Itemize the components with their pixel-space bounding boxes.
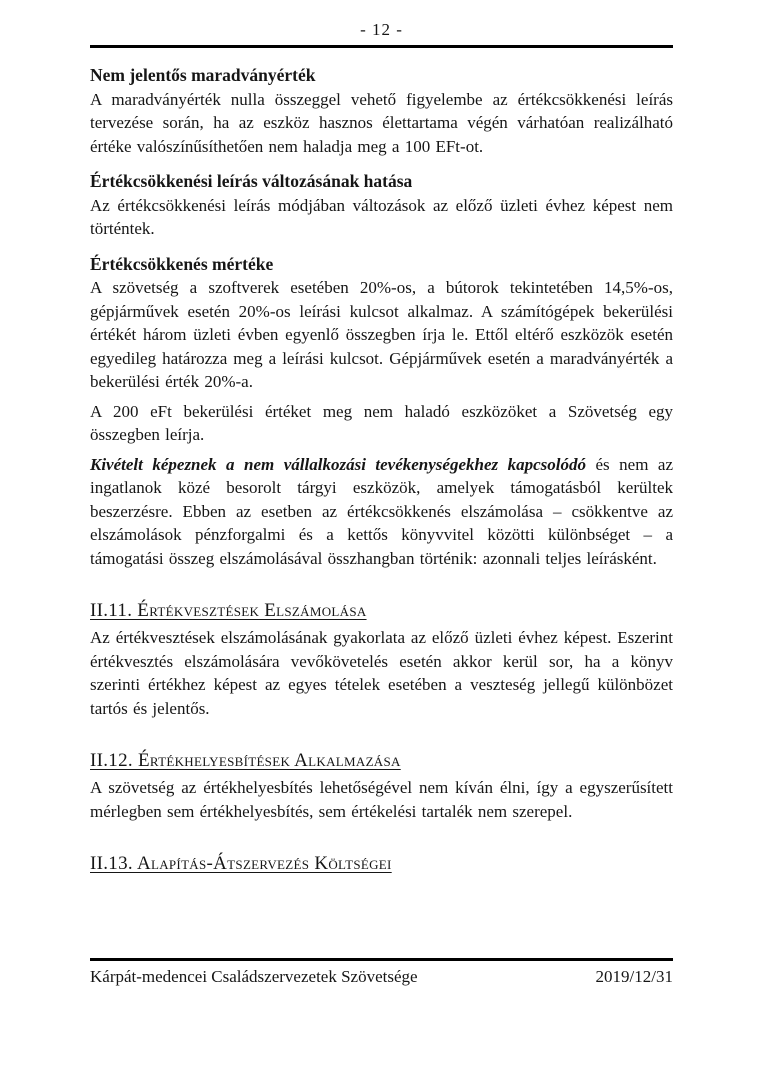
heading-depreciation-rate: Értékcsökkenés mértéke — [90, 253, 274, 274]
paragraph-exception — [90, 453, 673, 571]
page-number: - 12 - — [360, 20, 403, 39]
paragraph-exception-rest: és nem az ingatlanok közé besorolt tárgyi eszközök, amelyek támogatásból kerültek beszerzésre. Ebben az esetben az értékcsökkenés elszámolása – csökkentve az elszámolások pénzforgalmi és a kettős könyvvitel közötti különbséget – a támogatási összeg elszámolásával összhangban történik: azonnali teljes leírásként. — [90, 454, 673, 568]
section-heading-ii11: II.11. Értékvesztések Elszámolása — [90, 600, 367, 621]
page-footer — [90, 958, 673, 988]
header-rule — [90, 45, 673, 48]
section-heading-ii12: II.12. Értékhelyesbítések Alkalmazása — [90, 750, 401, 771]
paragraph-exception-lead: Kivételt képeznek a nem vállalkozási tevékenységekhez kapcsolódó — [90, 454, 587, 474]
heading-residual-value: Nem jelentős maradványérték — [90, 65, 316, 85]
paragraph-residual-value: A maradványérték nulla összeggel vehető figyelembe az értékcsökkenési leírás tervezése során, ha az eszköz hasznos élettartama végén várhatóan realizálható értéke valószínűsíthetően nem haladja meg a 100 EFt-ot. — [90, 89, 673, 156]
paragraph-depreciation-change: Az értékcsökkenési leírás módjában változások az előző üzleti évhez képest nem történtek. — [90, 195, 673, 238]
paragraph-ii12: A szövetség az értékhelyesbítés lehetőségével nem kíván élni, így a egyszerűsített mérlegben sem értékhelyesbítés, sem értékelési tartalék nem szerepel. — [90, 778, 673, 821]
footer-rule — [90, 958, 673, 961]
footer-organization: Kárpát-medencei Családszervezetek Szövetsége — [90, 967, 418, 986]
paragraph-low-value-assets: A 200 eFt bekerülési értéket meg nem haladó eszközöket a Szövetség egy összegben leírja. — [90, 401, 673, 444]
paragraph-depreciation-rate: A szövetség a szoftverek esetében 20%-os, a bútorok tekintetében 14,5%-os, gépjárművek esetén 20%-os leírási kulcsot alkalmaz. A számítógépek bekerülési értékét három üzleti évben egyenlő összegben írja le. Ettől eltérő eszközök esetén egyedileg határozza meg a leírási kulcsot. Gépjárművek esetén a maradványérték a bekerülési érték 20%-a. — [90, 278, 673, 391]
footer-date: 2019/12/31 — [595, 967, 673, 986]
footer-row — [90, 965, 673, 988]
section-heading-ii13: II.13. Alapítás-Átszervezés Költségei — [90, 853, 392, 874]
heading-depreciation-change: Értékcsökkenési leírás változásának hatása — [90, 171, 413, 191]
paragraph-ii11: Az értékvesztések elszámolásának gyakorlata az előző üzleti évhez képest. Eszerint értékvesztés elszámolására vevőkövetelés esetén akkor kerül sor, ha a könyv szerinti értékhez képest az egyes tételek esetében a veszteség jellegű különbözet tartós és jelentős. — [90, 628, 673, 718]
page-content — [90, 18, 673, 879]
